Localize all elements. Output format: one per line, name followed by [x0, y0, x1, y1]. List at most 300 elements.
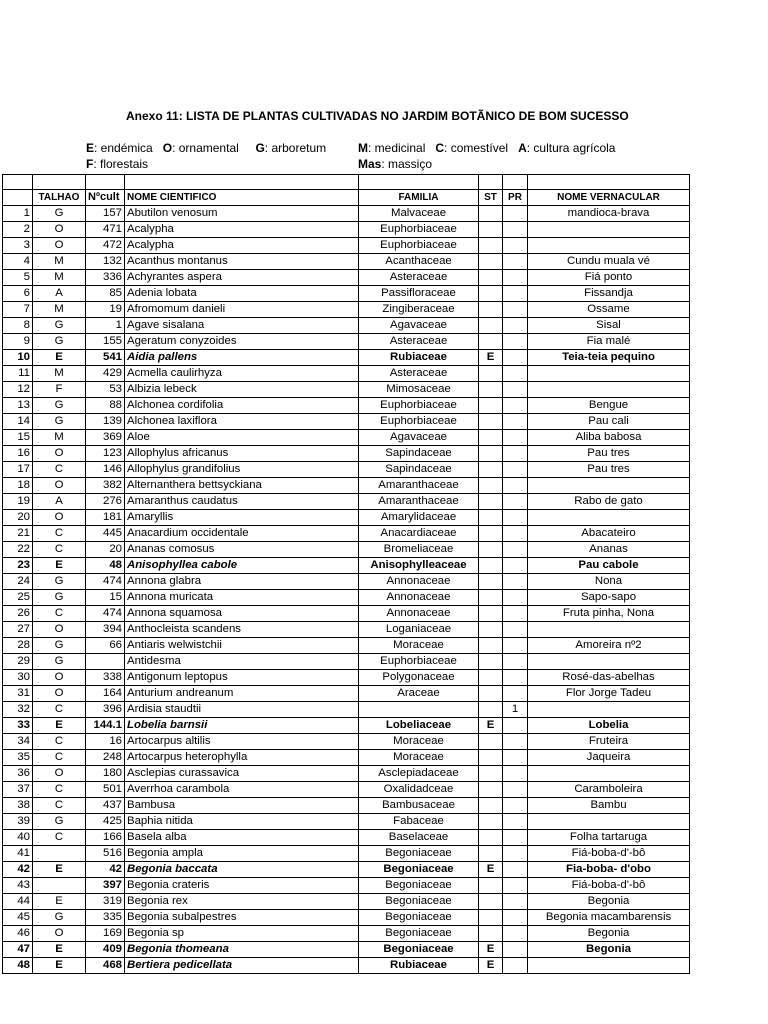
st-cell [479, 750, 503, 766]
pr-cell [503, 270, 528, 286]
row-index: 42 [3, 862, 33, 878]
st-cell [479, 270, 503, 286]
pr-cell [503, 494, 528, 510]
ncult-cell: 382 [86, 478, 125, 494]
ncult-cell: 472 [86, 238, 125, 254]
family-cell: Euphorbiaceae [359, 398, 479, 414]
scientific-name-cell: Anisophyllea cabole [125, 558, 359, 574]
st-cell [479, 302, 503, 318]
pr-cell [503, 526, 528, 542]
ncult-cell: 53 [86, 382, 125, 398]
table-row [3, 350, 690, 366]
vernacular-name-cell: Fiá-boba-d'-bô [528, 878, 690, 894]
st-cell [479, 366, 503, 382]
table-row [3, 542, 690, 558]
table-row [3, 462, 690, 478]
scientific-name-cell: Bertiera pedicellata [125, 958, 359, 974]
scientific-name-cell: Allophylus grandifolius [125, 462, 359, 478]
st-cell [479, 206, 503, 222]
st-cell [479, 510, 503, 526]
scientific-name-cell: Alternanthera bettsyckiana [125, 478, 359, 494]
legend-text-c: : comestível [444, 141, 509, 155]
talhao-cell: O [33, 238, 86, 254]
family-cell: Euphorbiaceae [359, 222, 479, 238]
st-cell: E [479, 958, 503, 974]
pr-cell [503, 814, 528, 830]
st-cell [479, 910, 503, 926]
table-row [3, 606, 690, 622]
talhao-cell: O [33, 222, 86, 238]
ncult-cell: 474 [86, 574, 125, 590]
talhao-cell: O [33, 622, 86, 638]
vernacular-name-cell [528, 622, 690, 638]
pr-cell [503, 942, 528, 958]
row-index: 36 [3, 766, 33, 782]
ncult-cell: 248 [86, 750, 125, 766]
talhao-cell: M [33, 270, 86, 286]
talhao-cell: G [33, 398, 86, 414]
table-row [3, 798, 690, 814]
row-index: 8 [3, 318, 33, 334]
ncult-cell: 336 [86, 270, 125, 286]
scientific-name-cell: Albizia lebeck [125, 382, 359, 398]
pr-cell: 1 [503, 702, 528, 718]
row-index: 6 [3, 286, 33, 302]
talhao-cell: G [33, 910, 86, 926]
pr-cell [503, 750, 528, 766]
family-cell: Begoniaceae [359, 942, 479, 958]
pr-cell [503, 510, 528, 526]
vernacular-name-cell: Ossame [528, 302, 690, 318]
legend-text-f: : florestais [93, 157, 149, 171]
table-row [3, 814, 690, 830]
table-row [3, 382, 690, 398]
pr-cell [503, 382, 528, 398]
row-index: 35 [3, 750, 33, 766]
st-cell [479, 606, 503, 622]
vernacular-name-cell [528, 478, 690, 494]
pr-cell [503, 862, 528, 878]
legend-code-a: A [518, 141, 527, 155]
row-index: 29 [3, 654, 33, 670]
table-row [3, 638, 690, 654]
st-cell [479, 830, 503, 846]
vernacular-name-cell: Pau cali [528, 414, 690, 430]
vernacular-name-cell: Pau tres [528, 462, 690, 478]
ncult-cell: 445 [86, 526, 125, 542]
family-cell: Moraceae [359, 638, 479, 654]
row-index: 25 [3, 590, 33, 606]
scientific-name-cell: Begonia baccata [125, 862, 359, 878]
vernacular-name-cell [528, 766, 690, 782]
table-row [3, 830, 690, 846]
scientific-name-cell: Lobelia barnsii [125, 718, 359, 734]
scientific-name-cell: Acalypha [125, 238, 359, 254]
scientific-name-cell: Begonia crateris [125, 878, 359, 894]
table-row [3, 766, 690, 782]
row-index: 30 [3, 670, 33, 686]
ncult-cell: 146 [86, 462, 125, 478]
scientific-name-cell: Amaryllis [125, 510, 359, 526]
row-index: 14 [3, 414, 33, 430]
family-cell: Asclepiadaceae [359, 766, 479, 782]
talhao-cell: G [33, 574, 86, 590]
row-index: 26 [3, 606, 33, 622]
st-cell [479, 654, 503, 670]
vernacular-name-cell: Aliba babosa [528, 430, 690, 446]
legend-text-m: : medicinal [368, 141, 426, 155]
vernacular-name-cell: Caramboleira [528, 782, 690, 798]
pr-cell [503, 766, 528, 782]
pr-cell [503, 798, 528, 814]
table-row [3, 302, 690, 318]
table-row [3, 398, 690, 414]
st-cell [479, 446, 503, 462]
st-cell [479, 462, 503, 478]
row-index: 20 [3, 510, 33, 526]
st-cell [479, 926, 503, 942]
table-row [3, 478, 690, 494]
scientific-name-cell: Begonia ampla [125, 846, 359, 862]
family-cell: Begoniaceae [359, 846, 479, 862]
family-cell: Agavaceae [359, 318, 479, 334]
st-cell [479, 686, 503, 702]
family-cell: Acanthaceae [359, 254, 479, 270]
scientific-name-cell: Afromomum danieli [125, 302, 359, 318]
ncult-cell: 471 [86, 222, 125, 238]
vernacular-name-cell: Fia-boba- d'obo [528, 862, 690, 878]
pr-cell [503, 446, 528, 462]
talhao-cell: O [33, 766, 86, 782]
talhao-cell: M [33, 366, 86, 382]
ncult-cell: 396 [86, 702, 125, 718]
ncult-cell: 409 [86, 942, 125, 958]
row-index: 22 [3, 542, 33, 558]
family-cell: Begoniaceae [359, 862, 479, 878]
row-index: 46 [3, 926, 33, 942]
blank-row [3, 175, 690, 190]
talhao-cell: C [33, 830, 86, 846]
ncult-cell: 132 [86, 254, 125, 270]
st-cell [479, 558, 503, 574]
col-header-ncult: Nºcult [86, 190, 125, 206]
ncult-cell: 180 [86, 766, 125, 782]
st-cell [479, 894, 503, 910]
row-index: 1 [3, 206, 33, 222]
vernacular-name-cell: Fiá-boba-d'-bô [528, 846, 690, 862]
row-index: 5 [3, 270, 33, 286]
legend-text-o: : ornamental [172, 141, 239, 155]
table-row [3, 702, 690, 718]
pr-cell [503, 878, 528, 894]
legend-code-o: O [162, 141, 173, 155]
scientific-name-cell: Alchonea laxiflora [125, 414, 359, 430]
row-index: 41 [3, 846, 33, 862]
row-index: 10 [3, 350, 33, 366]
talhao-cell: C [33, 782, 86, 798]
vernacular-name-cell: Bengue [528, 398, 690, 414]
st-cell [479, 590, 503, 606]
table-row [3, 238, 690, 254]
talhao-cell: C [33, 462, 86, 478]
talhao-cell: O [33, 446, 86, 462]
row-index: 45 [3, 910, 33, 926]
col-header-familia: FAMILIA [359, 190, 479, 206]
table-row [3, 878, 690, 894]
talhao-cell: C [33, 606, 86, 622]
pr-cell [503, 558, 528, 574]
table-row [3, 590, 690, 606]
scientific-name-cell: Aloe [125, 430, 359, 446]
row-index: 44 [3, 894, 33, 910]
family-cell: Zingiberaceae [359, 302, 479, 318]
st-cell [479, 766, 503, 782]
table-row [3, 782, 690, 798]
legend-text-g: : arboretum [264, 141, 327, 155]
st-cell [479, 254, 503, 270]
table-header [3, 190, 690, 206]
ncult-cell: 276 [86, 494, 125, 510]
row-index: 7 [3, 302, 33, 318]
talhao-cell: O [33, 670, 86, 686]
table-row [3, 254, 690, 270]
ncult-cell: 425 [86, 814, 125, 830]
vernacular-name-cell [528, 366, 690, 382]
legend-text-e: : endémica [94, 141, 153, 155]
col-header-nome-vernacular: NOME VERNACULAR [528, 190, 690, 206]
st-cell: E [479, 942, 503, 958]
scientific-name-cell: Adenia lobata [125, 286, 359, 302]
ncult-cell: 169 [86, 926, 125, 942]
talhao-cell: A [33, 286, 86, 302]
row-index: 27 [3, 622, 33, 638]
scientific-name-cell: Antiaris welwistchii [125, 638, 359, 654]
col-header-nome-cientifico: NOME CIENTIFICO [125, 190, 359, 206]
family-cell: Euphorbiaceae [359, 654, 479, 670]
family-cell: Asteraceae [359, 334, 479, 350]
ncult-cell: 85 [86, 286, 125, 302]
family-cell: Araceae [359, 686, 479, 702]
ncult-cell: 338 [86, 670, 125, 686]
legend-code-c: C [435, 141, 445, 155]
talhao-cell: C [33, 734, 86, 750]
pr-cell [503, 222, 528, 238]
table-row [3, 862, 690, 878]
pr-cell [503, 542, 528, 558]
pr-cell [503, 430, 528, 446]
vernacular-name-cell: Jaqueira [528, 750, 690, 766]
row-index: 48 [3, 958, 33, 974]
ncult-cell: 1 [86, 318, 125, 334]
ncult-cell: 181 [86, 510, 125, 526]
st-cell [479, 494, 503, 510]
pr-cell [503, 302, 528, 318]
st-cell [479, 318, 503, 334]
vernacular-name-cell: Fruteira [528, 734, 690, 750]
pr-cell [503, 638, 528, 654]
legend-text-mas: : massiço [381, 157, 433, 171]
family-cell: Asteraceae [359, 270, 479, 286]
vernacular-name-cell [528, 510, 690, 526]
st-cell: E [479, 350, 503, 366]
table-row [3, 270, 690, 286]
ncult-cell: 123 [86, 446, 125, 462]
family-cell: Moraceae [359, 750, 479, 766]
table-row [3, 910, 690, 926]
row-index: 11 [3, 366, 33, 382]
plants-table [2, 174, 690, 974]
talhao-cell: M [33, 430, 86, 446]
scientific-name-cell: Anthocleista scandens [125, 622, 359, 638]
row-index: 37 [3, 782, 33, 798]
pr-cell [503, 366, 528, 382]
ncult-cell: 501 [86, 782, 125, 798]
table-row [3, 654, 690, 670]
scientific-name-cell: Begonia subalpestres [125, 910, 359, 926]
scientific-name-cell: Begonia sp [125, 926, 359, 942]
vernacular-name-cell: Rosé-das-abelhas [528, 670, 690, 686]
vernacular-name-cell: mandioca-brava [528, 206, 690, 222]
pr-cell [503, 958, 528, 974]
vernacular-name-cell [528, 814, 690, 830]
ncult-cell: 66 [86, 638, 125, 654]
pr-cell [503, 318, 528, 334]
st-cell [479, 574, 503, 590]
family-cell: Polygonaceae [359, 670, 479, 686]
pr-cell [503, 910, 528, 926]
family-cell: Amarylidaceae [359, 510, 479, 526]
scientific-name-cell: Begonia rex [125, 894, 359, 910]
scientific-name-cell: Acanthus montanus [125, 254, 359, 270]
scientific-name-cell: Averrhoa carambola [125, 782, 359, 798]
scientific-name-cell: Aidia pallens [125, 350, 359, 366]
vernacular-name-cell: Begonia [528, 894, 690, 910]
row-index: 31 [3, 686, 33, 702]
scientific-name-cell: Anacardium occidentale [125, 526, 359, 542]
st-cell [479, 414, 503, 430]
col-header-pr: PR [503, 190, 528, 206]
st-cell [479, 478, 503, 494]
ncult-cell: 15 [86, 590, 125, 606]
st-cell [479, 702, 503, 718]
st-cell: E [479, 718, 503, 734]
pr-cell [503, 478, 528, 494]
table-row [3, 206, 690, 222]
st-cell [479, 814, 503, 830]
row-index: 47 [3, 942, 33, 958]
vernacular-name-cell: Cundu muala vé [528, 254, 690, 270]
talhao-cell: O [33, 510, 86, 526]
scientific-name-cell: Acmella caulirhyza [125, 366, 359, 382]
talhao-cell: O [33, 686, 86, 702]
col-header-talhao: TALHAO [33, 190, 86, 206]
scientific-name-cell: Acalypha [125, 222, 359, 238]
talhao-cell: A [33, 494, 86, 510]
scientific-name-cell: Amaranthus caudatus [125, 494, 359, 510]
pr-cell [503, 654, 528, 670]
scientific-name-cell: Agave sisalana [125, 318, 359, 334]
scientific-name-cell: Annona glabra [125, 574, 359, 590]
family-cell: Annonaceae [359, 606, 479, 622]
scientific-name-cell: Ardisia staudtii [125, 702, 359, 718]
vernacular-name-cell [528, 702, 690, 718]
pr-cell [503, 718, 528, 734]
ncult-cell: 437 [86, 798, 125, 814]
ncult-cell: 394 [86, 622, 125, 638]
row-index: 32 [3, 702, 33, 718]
ncult-cell: 19 [86, 302, 125, 318]
vernacular-name-cell: Folha tartaruga [528, 830, 690, 846]
vernacular-name-cell: Begonia macambarensis [528, 910, 690, 926]
row-index: 28 [3, 638, 33, 654]
scientific-name-cell: Asclepias curassavica [125, 766, 359, 782]
row-index: 15 [3, 430, 33, 446]
talhao-cell: G [33, 654, 86, 670]
talhao-cell: G [33, 638, 86, 654]
row-index: 34 [3, 734, 33, 750]
table-row [3, 318, 690, 334]
talhao-cell: O [33, 478, 86, 494]
pr-cell [503, 686, 528, 702]
row-index: 2 [3, 222, 33, 238]
scientific-name-cell: Artocarpus heterophylla [125, 750, 359, 766]
row-index: 19 [3, 494, 33, 510]
scientific-name-cell: Annona muricata [125, 590, 359, 606]
family-cell: Mimosaceae [359, 382, 479, 398]
ncult-cell: 164 [86, 686, 125, 702]
talhao-cell [33, 878, 86, 894]
table-row [3, 558, 690, 574]
scientific-name-cell: Artocarpus altilis [125, 734, 359, 750]
family-cell: Bromeliaceae [359, 542, 479, 558]
talhao-cell: G [33, 206, 86, 222]
row-index: 23 [3, 558, 33, 574]
vernacular-name-cell: Nona [528, 574, 690, 590]
pr-cell [503, 398, 528, 414]
table-row [3, 718, 690, 734]
ncult-cell: 88 [86, 398, 125, 414]
scientific-name-cell: Antigonum leptopus [125, 670, 359, 686]
vernacular-name-cell [528, 654, 690, 670]
st-cell [479, 782, 503, 798]
st-cell: E [479, 862, 503, 878]
scientific-name-cell: Antidesma [125, 654, 359, 670]
scientific-name-cell: Anturium andreanum [125, 686, 359, 702]
table-row [3, 622, 690, 638]
family-cell: Annonaceae [359, 590, 479, 606]
vernacular-name-cell: Fissandja [528, 286, 690, 302]
ncult-cell: 48 [86, 558, 125, 574]
legend-line-1b [358, 141, 615, 155]
row-index: 38 [3, 798, 33, 814]
st-cell [479, 334, 503, 350]
pr-cell [503, 350, 528, 366]
ncult-cell: 16 [86, 734, 125, 750]
vernacular-name-cell: Fiá ponto [528, 270, 690, 286]
family-cell: Rubiaceae [359, 958, 479, 974]
family-cell: Passifloraceae [359, 286, 479, 302]
vernacular-name-cell: Lobelia [528, 718, 690, 734]
table-row [3, 366, 690, 382]
vernacular-name-cell: Fia malé [528, 334, 690, 350]
ncult-cell: 397 [86, 878, 125, 894]
st-cell [479, 286, 503, 302]
talhao-cell: C [33, 750, 86, 766]
table-row [3, 334, 690, 350]
talhao-cell: F [33, 382, 86, 398]
row-index: 9 [3, 334, 33, 350]
row-index: 40 [3, 830, 33, 846]
